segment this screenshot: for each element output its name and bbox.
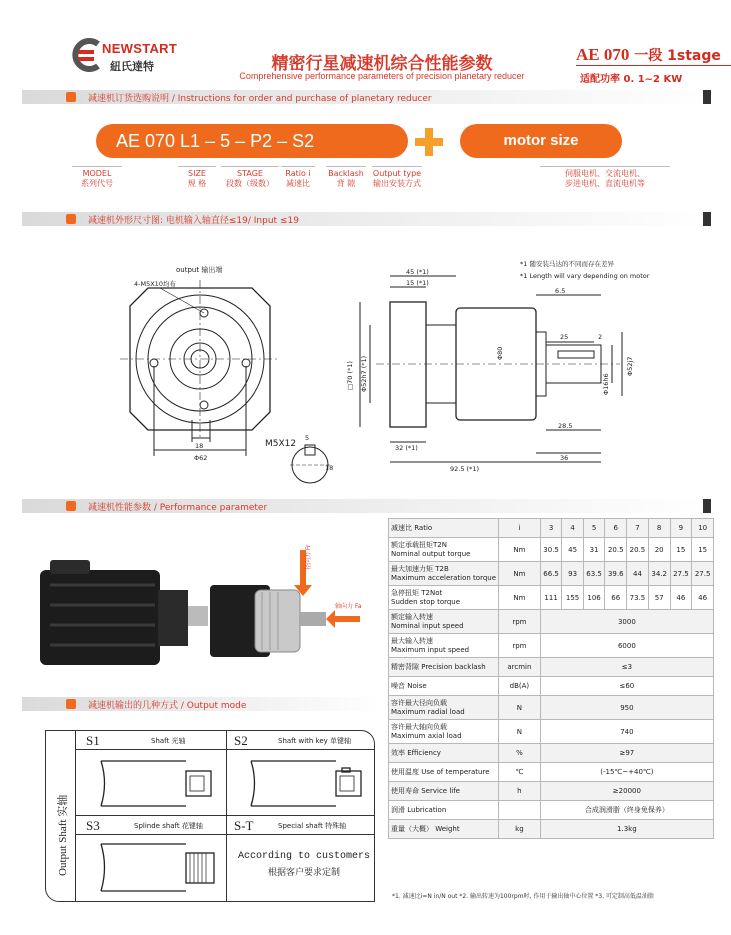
- motor-size-pill: motor size: [460, 124, 622, 158]
- table-footnote: *1. 减速比i=N in/N out *2. 输出转速为100rpm时, 作用于输出轴中心位置 *3. 可定制高低温油脂: [392, 893, 654, 900]
- dim-45: 45 (*1): [406, 268, 429, 276]
- mode-s2-text: Shaft with key 单键轴: [278, 737, 352, 745]
- output-label: output 输出端: [176, 266, 223, 274]
- value-cell: (-15℃~+40℃): [540, 763, 713, 782]
- dim-80: Φ80: [496, 346, 504, 360]
- value-cell: 66: [605, 586, 627, 610]
- label-size: SIZE 规 格: [178, 166, 216, 189]
- performance-table: [388, 518, 714, 839]
- mode-s3-text: Splinde shaft 花键轴: [134, 822, 203, 830]
- brand-logo-icon: [72, 36, 102, 74]
- value-cell: 27.5: [692, 562, 714, 586]
- dim-25: 25: [560, 333, 569, 341]
- value-cell: 3000: [540, 610, 713, 634]
- brand-name-cn: 紐氏達特: [110, 60, 154, 73]
- dim-5: 5: [305, 434, 310, 442]
- mode-s1: S1: [86, 733, 100, 748]
- table-row: 润滑 Lubrication 合成润滑脂（终身免保养）: [389, 801, 714, 820]
- table-row: 使用寿命 Service life h ≥20000: [389, 782, 714, 801]
- section-bar-output-mode: 减速机输出的几种方式 / Output mode: [22, 697, 382, 711]
- value-cell: 63.5: [583, 562, 605, 586]
- ratio-cell: 6: [605, 519, 627, 538]
- label-model: MODEL 系列代号: [72, 166, 122, 189]
- ratio-cell: 5: [583, 519, 605, 538]
- dim-16: Φ16h6: [602, 373, 610, 395]
- ratio-cell: 3: [540, 519, 562, 538]
- table-row: 噪音 Noise dB(A) ≤60: [389, 677, 714, 696]
- dim-62: Φ62: [194, 454, 208, 462]
- dim-32: 32 (*1): [395, 444, 418, 452]
- value-cell: 15: [692, 538, 714, 562]
- section-bar-order: 减速机订货选购说明 / Instructions for order and purchase of planetary reducer: [22, 90, 711, 104]
- dim-2: 2: [598, 333, 603, 341]
- shaft-s3-drawing: [96, 839, 221, 897]
- custom-en: According to customers: [237, 851, 371, 862]
- hole-note: 4-M5X10均布: [134, 280, 176, 288]
- section-bar-dimensions: 减速机外形尺寸图: 电机输入轴直径≤19/ Input ≤19: [22, 212, 711, 226]
- note-1: *1 随安装马达的不同而存在差异: [520, 260, 614, 268]
- model-underline: [576, 65, 731, 66]
- value-cell: 30.5: [540, 538, 562, 562]
- m5-label: M5X12: [265, 439, 297, 449]
- section-bar-performance: 减速机性能参数 / Performance parameter: [22, 499, 711, 513]
- output-shaft-label: Output Shaft 实轴: [57, 794, 69, 876]
- value-cell: 27.5: [670, 562, 692, 586]
- dim-28-5: 28.5: [558, 422, 573, 430]
- value-cell: 46: [692, 586, 714, 610]
- value-cell: 46: [670, 586, 692, 610]
- mode-st-text: Special shaft 特殊轴: [278, 822, 347, 830]
- value-cell: ≥97: [540, 744, 713, 763]
- ratio-cell: 4: [562, 519, 583, 538]
- label-stage: STAGE 段数（级数）: [221, 166, 279, 189]
- note-2: *1 Length will vary depending on motor: [520, 272, 650, 280]
- table-row: 最大加速力矩 T2B Maximum acceleration torque Nm 66.5 93 63.5 39.6 44 34.2 27.5 27.5: [389, 562, 714, 586]
- dim-18b: 18: [325, 464, 334, 472]
- custom-cn: 根据客户要求定制: [267, 868, 340, 878]
- shaft-s1-drawing: [96, 756, 221, 811]
- table-row: 急停扭矩 T2Not Sudden stop torque Nm 111 155 106 66 73.5 57 46 46: [389, 586, 714, 610]
- table-row: 精密背隙 Precision backlash arcmin ≤3: [389, 658, 714, 677]
- page-subtitle: Comprehensive performance parameters of precision planetary reducer: [239, 71, 525, 81]
- value-cell: 950: [540, 696, 713, 720]
- value-cell: 44: [627, 562, 649, 586]
- value-cell: 15: [670, 538, 692, 562]
- dimension-drawing: [120, 260, 725, 490]
- dim-70: □70 (*1): [346, 361, 354, 390]
- value-cell: 39.6: [605, 562, 627, 586]
- value-cell: 93: [562, 562, 583, 586]
- product-image: [30, 530, 382, 690]
- value-cell: 111: [540, 586, 562, 610]
- dim-52j7: Φ52j7: [626, 356, 634, 376]
- mode-s3: S3: [86, 818, 100, 833]
- ratio-cell: 9: [670, 519, 692, 538]
- value-cell: 155: [562, 586, 583, 610]
- value-cell: 57: [648, 586, 670, 610]
- ratio-cell: 8: [648, 519, 670, 538]
- value-cell: 20: [648, 538, 670, 562]
- table-row: 重量（大概） Weight kg 1.3kg: [389, 820, 714, 839]
- ratio-cell: 10: [692, 519, 714, 538]
- dim-92-5: 92.5 (*1): [450, 465, 479, 473]
- table-row-ratio: 减速比 Ratio i 3 4 5 6 7 8 9 10: [389, 519, 714, 538]
- value-cell: 740: [540, 720, 713, 744]
- value-cell: 45: [562, 538, 583, 562]
- dim-18: 18: [195, 442, 204, 450]
- table-row: 使用温度 Use of temperature ℃ (-15℃~+40℃): [389, 763, 714, 782]
- value-cell: 20.5: [627, 538, 649, 562]
- power-range: 适配功率 0. 1~2 KW: [580, 74, 683, 85]
- order-code: AE 070 L1 – 5 – P2 – S2: [96, 124, 408, 158]
- label-backlash: Backlash 背 隙: [326, 166, 366, 189]
- value-cell: 34.2: [648, 562, 670, 586]
- output-modes-panel: [45, 730, 375, 902]
- label-ratio: Ratio i 减速比: [281, 166, 315, 189]
- value-cell: 31: [583, 538, 605, 562]
- dim-6-5: 6.5: [555, 287, 566, 295]
- mode-s2: S2: [234, 733, 248, 748]
- mode-s1-text: Shaft 光轴: [151, 737, 186, 745]
- dim-36: 36: [560, 454, 569, 462]
- value-cell: 20.5: [605, 538, 627, 562]
- table-row: 容许最大径向负载 Maximum radial load N 950: [389, 696, 714, 720]
- mode-st: S-T: [234, 818, 254, 833]
- table-row: 容许最大轴向负载 Maximum axial load N 740: [389, 720, 714, 744]
- value-cell: 73.5: [627, 586, 649, 610]
- value-cell: 合成润滑脂（终身免保养）: [540, 801, 713, 820]
- table-row: 最大输入转速 Maximum input speed rpm 6000: [389, 634, 714, 658]
- table-row: 额定输入转速 Nominal input speed rpm 3000: [389, 610, 714, 634]
- brand-name: NEWSTART: [102, 41, 178, 56]
- axial-force-label: 轴向力 Fa: [335, 603, 362, 610]
- value-cell: ≥20000: [540, 782, 713, 801]
- value-cell: 106: [583, 586, 605, 610]
- dim-52h7: Φ52h7 (*1): [360, 355, 368, 392]
- dim-15: 15 (*1): [406, 279, 429, 287]
- table-row: 效率 Efficiency % ≥97: [389, 744, 714, 763]
- value-cell: ≤60: [540, 677, 713, 696]
- value-cell: 66.5: [540, 562, 562, 586]
- model-title: AE 070 一段 1stage: [576, 45, 721, 64]
- shaft-s2-drawing: [246, 756, 371, 811]
- value-cell: 1.3kg: [540, 820, 713, 839]
- plus-icon: [415, 128, 443, 156]
- motor-types: 伺服电机、交流电机、 步进电机、直流电机等: [540, 166, 670, 189]
- ratio-cell: 7: [627, 519, 649, 538]
- page-title: 精密行星减速机综合性能参数: [271, 54, 493, 74]
- value-cell: ≤3: [540, 658, 713, 677]
- value-cell: 6000: [540, 634, 713, 658]
- label-output-type: Output type 输出安装方式: [372, 166, 422, 189]
- table-row: 额定承载扭矩T2N Nominal output torque Nm 30.5 45 31 20.5 20.5 20 15 15: [389, 538, 714, 562]
- radial-force-label: 径向力 Fr: [305, 544, 312, 570]
